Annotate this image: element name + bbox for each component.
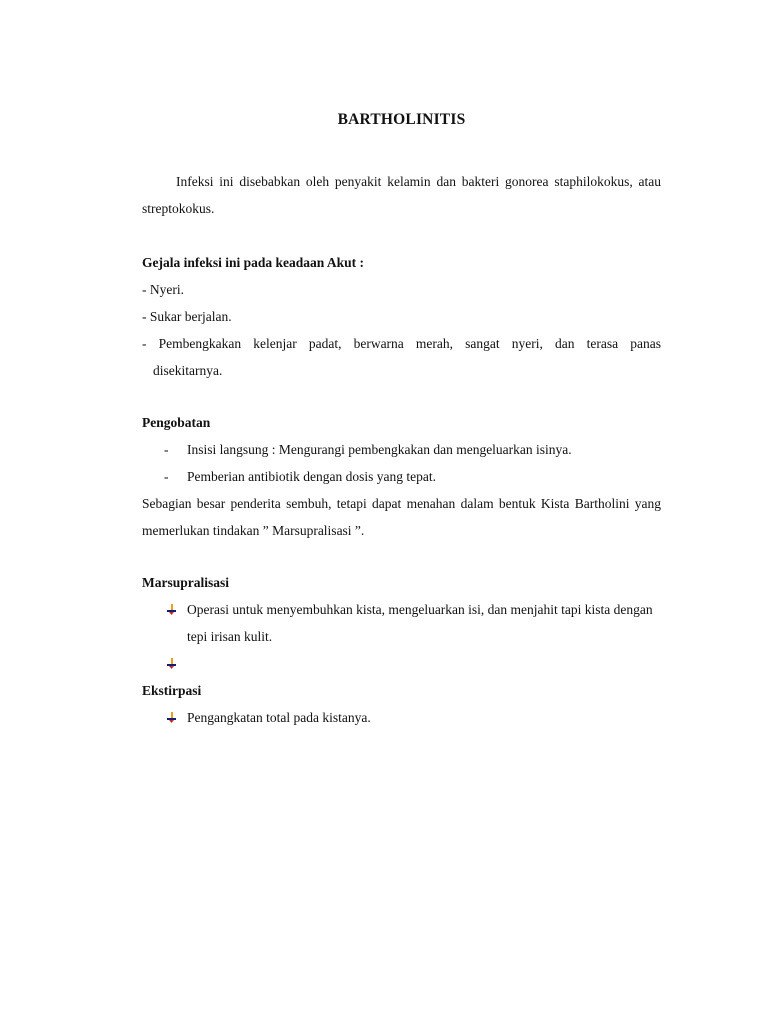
gejala-item: - Sukar berjalan. (142, 309, 232, 324)
ekstirpasi-heading: Ekstirpasi (142, 683, 202, 698)
gejala-item-text: - Pembengkakan kelenjar padat, berwarna merah, sangat nyeri, dan terasa panas (142, 336, 661, 351)
document-page (142, 0, 661, 1024)
arrow-bullet-icon (166, 604, 177, 615)
pengobatan-item-text: Pemberian antibiotik dengan dosis yang tepat. (187, 469, 436, 484)
pengobatan-heading: Pengobatan (142, 415, 211, 430)
dash-marker: - (164, 469, 169, 484)
gejala-item: - Nyeri. (142, 282, 184, 297)
intro-paragraph: Infeksi ini disebabkan oleh penyakit kelamin dan bakteri gonorea staphilokokus, atau streptokokus. (142, 174, 661, 216)
ekstirpasi-item-text: Pengangkatan total pada kistanya. (187, 710, 371, 725)
arrow-bullet-icon (166, 658, 177, 669)
document-title: BARTHOLINITIS (337, 111, 466, 128)
marsupralisasi-item-text: Operasi untuk menyembuhkan kista, mengeluarkan isi, dan menjahit tapi kista dengan tepi irisan kulit. (187, 602, 653, 644)
arrow-bullet-icon (166, 712, 177, 723)
marsupralisasi-heading: Marsupralisasi (142, 575, 230, 590)
pengobatan-note: Sebagian besar penderita sembuh, tetapi dapat menahan dalam bentuk Kista Bartholini yang memerlukan tindakan ” Marsupralisasi ”. (142, 496, 661, 538)
gejala-item-continuation: disekitarnya. (153, 363, 223, 378)
gejala-heading: Gejala infeksi ini pada keadaan Akut : (142, 255, 365, 270)
marsupralisasi-item (166, 596, 661, 650)
ekstirpasi-item (166, 704, 661, 731)
pengobatan-item (164, 463, 661, 490)
dash-marker: - (164, 442, 169, 457)
pengobatan-item (164, 436, 661, 463)
pengobatan-item-text: Insisi langsung : Mengurangi pembengkakan dan mengeluarkan isinya. (187, 442, 572, 457)
gejala-item (142, 330, 661, 384)
